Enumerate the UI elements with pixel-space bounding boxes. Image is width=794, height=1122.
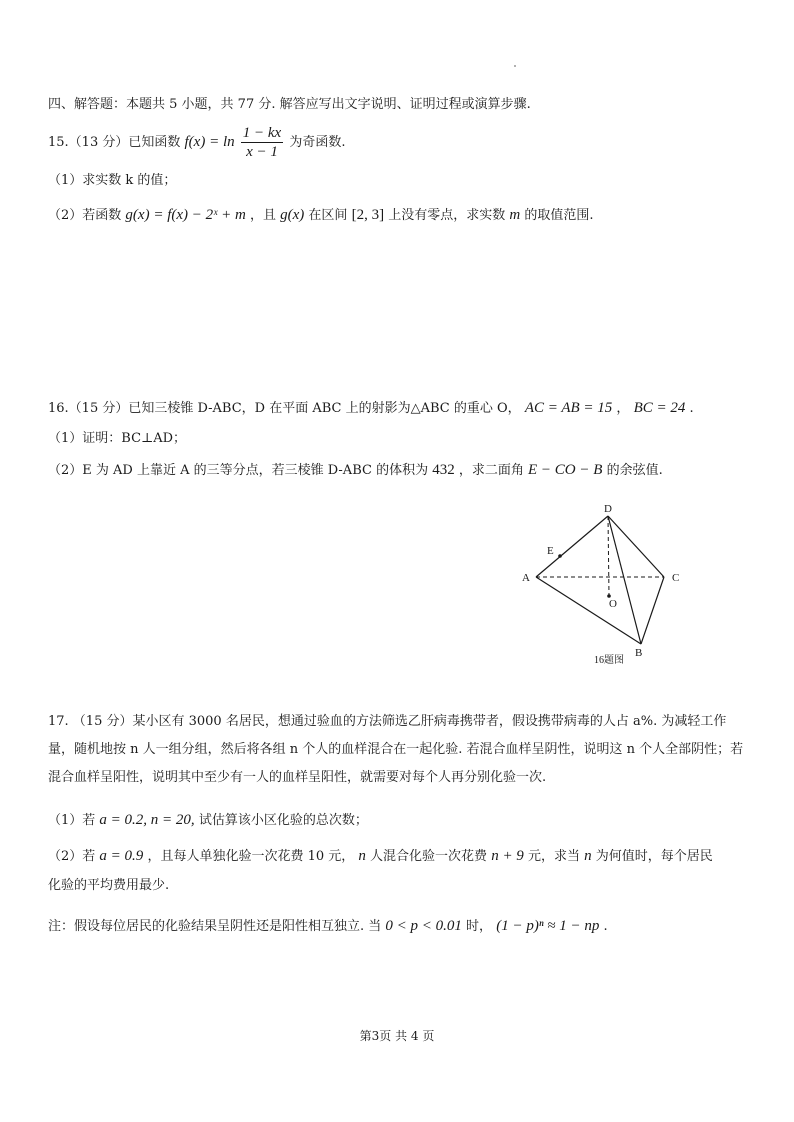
edge-DB xyxy=(608,516,641,644)
q17-part1-text-a: （1）若 xyxy=(48,813,96,828)
q16-part2-text-a: （2）E 为 AD 上靠近 A 的三等分点，若三棱锥 D-ABC 的体积为 xyxy=(48,463,429,478)
q16-part2-volume: 432 xyxy=(432,462,455,478)
q17-part2-line2: 化验的平均费用最少. xyxy=(48,878,170,893)
q17-part1-text-b: 试估算该小区化验的总次数； xyxy=(198,813,368,828)
label-B: B xyxy=(635,647,643,659)
q16-pyramid-figure xyxy=(512,500,692,670)
speck xyxy=(514,65,516,67)
q16-part2-text-b: ，求二面角 xyxy=(458,463,524,478)
label-D: D xyxy=(604,503,612,515)
q16-lengths-ac-ab: AC = AB = 15 xyxy=(524,400,613,416)
q15-part2-text-c: 在区间 xyxy=(308,208,348,223)
q17-part1-values: a = 0.2, n = 20, xyxy=(99,812,195,828)
q15-fraction xyxy=(241,124,283,161)
hidden-segment-DO xyxy=(608,516,609,596)
q17-part2-n: n xyxy=(358,848,366,864)
q15-part1: （1）求实数 k 的值； xyxy=(48,173,177,188)
label-O: O xyxy=(609,598,617,610)
q15-part2-m: m xyxy=(509,207,521,223)
page-footer: 第3页 共 4 页 xyxy=(359,1029,435,1043)
q17-part2-text-d: 元，求当 xyxy=(527,849,580,864)
edge-CB xyxy=(641,577,664,644)
label-E: E xyxy=(547,545,554,557)
q16-intro: 16.（15 分）已知三棱锥 D-ABC，D 在平面 ABC 上的射影为△ABC 的重心 O， xyxy=(48,401,521,416)
section-header: 四、解答题：本题共 5 小题，共 77 分. 解答应写出文字说明、证明过程或演算步骤. xyxy=(48,97,531,112)
q16-part1: （1）证明：BC⊥AD； xyxy=(48,431,187,446)
q16-intro-end: . xyxy=(689,401,694,416)
q16-part2-text-c: 的余弦值. xyxy=(606,463,663,478)
q15-part2-text-e: 的取值范围. xyxy=(524,208,594,223)
q17-paragraph: 17. （15 分）某小区有 3000 名居民，想通过验血的方法筛选乙肝病毒携带者，假设携带病毒的人占 a%. 为减轻工作量，随机地按 n 人一组分组，然后将各组 n 个人的血样混合在一起化验. 若混合血样呈阴性，说明这 n 个人全部阴性；若混合血样呈阳性，说明其中至少有一人的血样呈阳性，就需要对每个人再分别化验一次. xyxy=(48,714,744,785)
q17-note-text-a: 注：假设每位居民的化验结果呈阴性还是阳性相互独立. 当 xyxy=(48,919,382,934)
q16-intro-line xyxy=(48,398,694,419)
q15-intro-line xyxy=(48,124,345,161)
q17-note-text-b: 时， xyxy=(466,919,493,934)
q17-note xyxy=(48,916,608,937)
q15-function-lhs: f(x) = ln xyxy=(184,134,235,150)
edge-AB xyxy=(536,577,641,644)
q15-part2-formula: g(x) = f(x) − 2ˣ + m xyxy=(125,207,246,223)
q17-part2-text-e: 为何值时，每个居民 xyxy=(595,849,713,864)
label-A: A xyxy=(522,572,530,584)
figure-caption: 16题图 xyxy=(594,655,624,666)
label-C: C xyxy=(672,572,680,584)
q17-note-approximation: (1 − p)ⁿ ≈ 1 − np xyxy=(496,918,600,934)
q15-intro-end: 为奇函数. xyxy=(289,135,346,150)
q15-part2-interval: [2, 3] xyxy=(351,207,385,223)
q17-part1 xyxy=(48,810,368,831)
q16-separator: ， xyxy=(616,401,630,416)
q15-part2-text-d: 上没有零点，求实数 xyxy=(388,208,506,223)
point-E xyxy=(558,554,562,558)
q17-part2-n2: n xyxy=(584,848,592,864)
q15-part2-text-a: （2）若函数 xyxy=(48,208,122,223)
q15-fraction-numerator: 1 − kx xyxy=(242,125,282,141)
q16-length-bc: BC = 24 xyxy=(633,400,686,416)
q15-part2 xyxy=(48,205,594,226)
q17-part2-text-b: ，且每人单独化验一次花费 10 元， xyxy=(147,849,355,864)
q15-part2-gx: g(x) xyxy=(280,207,305,223)
q17-part2-cost: n + 9 xyxy=(491,848,524,864)
q17-part2-text-a: （2）若 xyxy=(48,849,96,864)
q17-note-text-c: . xyxy=(603,919,608,934)
q16-part2-dihedral: E − CO − B xyxy=(528,462,603,478)
q17-note-condition: 0 < p < 0.01 xyxy=(385,918,462,934)
q17-part2-a-value: a = 0.9 xyxy=(99,848,144,864)
q17-part2-text-c: 人混合化验一次花费 xyxy=(370,849,488,864)
q15-part2-text-b: ，且 xyxy=(249,208,276,223)
q15-intro: 15.（13 分）已知函数 xyxy=(48,135,181,150)
q15-fraction-denominator: x − 1 xyxy=(246,144,278,160)
q17-part2 xyxy=(48,846,713,867)
q16-part2 xyxy=(48,460,663,481)
